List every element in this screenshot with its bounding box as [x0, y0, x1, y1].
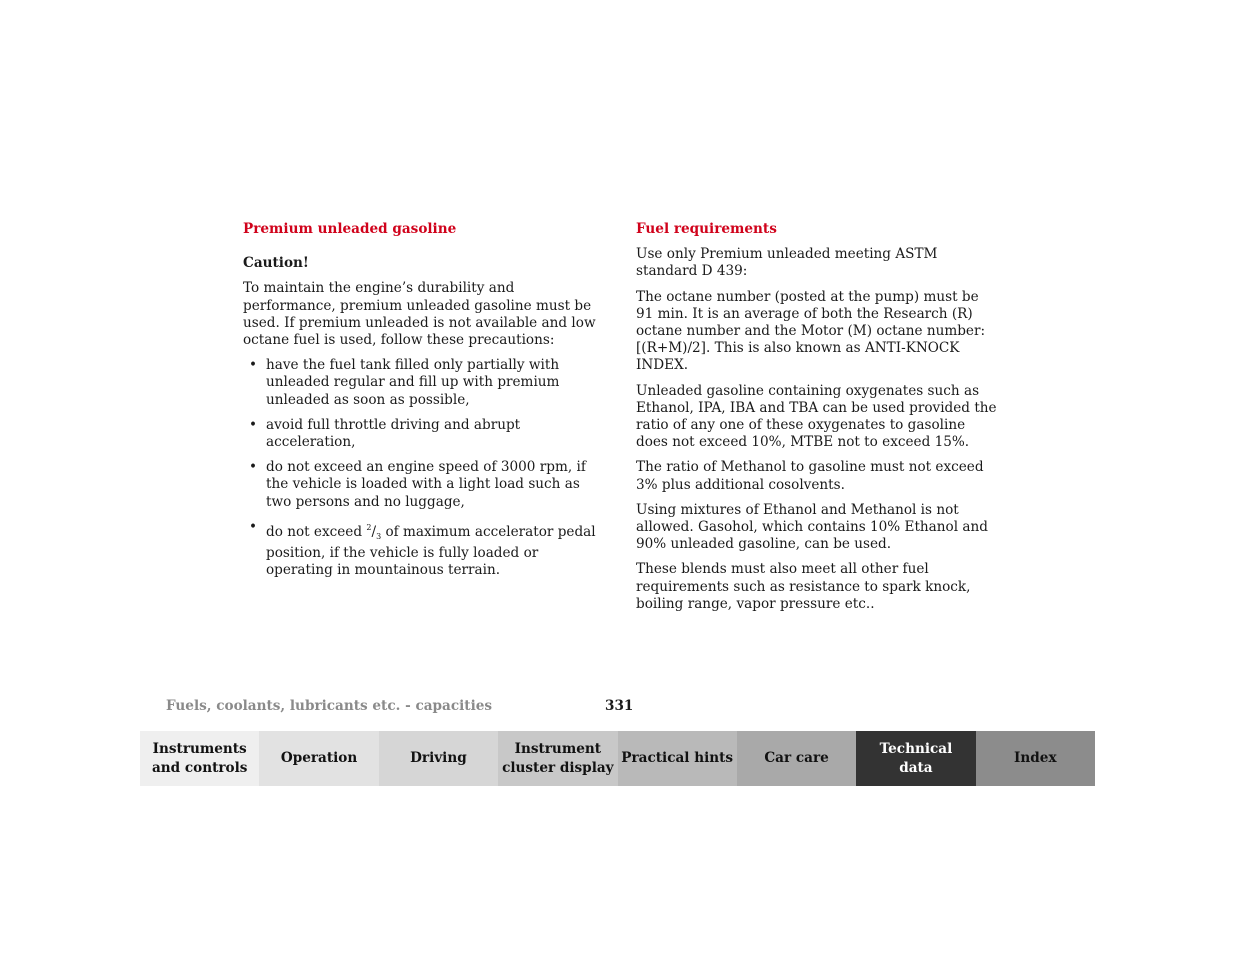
tab-instruments-and-controls[interactable]: Instruments and controls	[140, 731, 259, 786]
footer-section-title: Fuels, coolants, lubricants etc. - capacities	[166, 698, 493, 714]
tab-practical-hints[interactable]: Practical hints	[618, 731, 737, 786]
bullet-icon: •	[249, 459, 258, 476]
tab-driving[interactable]: Driving	[379, 731, 498, 786]
list-item-text: do not exceed an engine speed of 3000 rpm, if the vehicle is loaded with a light load such as two persons and no luggage,	[266, 459, 586, 510]
list-item	[243, 519, 605, 580]
right-column	[636, 221, 998, 621]
fuel-paragraph: Using mixtures of Ethanol and Methanol is not allowed. Gasohol, which contains 10% Ethanol and 90% unleaded gasoline, can be used.	[636, 501, 988, 553]
fuel-paragraph: These blends must also meet all other fuel requirements such as resistance to spark knock, boiling range, vapor pressure etc..	[636, 561, 971, 612]
caution-label: Caution!	[243, 255, 309, 272]
list-item-prefix: do not exceed	[266, 523, 363, 540]
tab-operation[interactable]: Operation	[259, 731, 378, 786]
bullet-icon: •	[249, 357, 258, 374]
section-heading-premium-unleaded: Premium unleaded gasoline	[243, 221, 457, 237]
tab-car-care[interactable]: Car care	[737, 731, 856, 786]
fuel-paragraph: Use only Premium unleaded meeting ASTM standard D 439:	[636, 246, 938, 280]
page-number: 331	[605, 698, 634, 714]
bullet-icon: •	[249, 416, 258, 433]
fraction-two-thirds	[366, 524, 381, 540]
tab-instrument-cluster-display[interactable]: Instrument cluster display	[498, 731, 617, 786]
fraction-numerator: 2	[366, 522, 372, 532]
section-heading-fuel-requirements: Fuel requirements	[636, 221, 777, 237]
list-item-suffix: of maximum accelerator pedal position, if the vehicle is fully loaded or operating in mountainous terrain.	[266, 523, 596, 579]
fuel-paragraph: The octane number (posted at the pump) must be 91 min. It is an average of both the Research (R) octane number and the Motor (M) octane number: [(R+M)/2]. This is also known as ANTI-KNOCK INDEX.	[636, 288, 986, 374]
left-column	[243, 221, 605, 587]
fuel-paragraph: The ratio of Methanol to gasoline must not exceed 3% plus additional cosolvents.	[636, 459, 984, 493]
list-item-text: have the fuel tank filled only partially with unleaded regular and fill up with premium unleaded as soon as possible,	[266, 357, 560, 408]
precautions-list	[243, 357, 605, 579]
list-item	[243, 417, 605, 451]
tab-technical-data[interactable]: Technical data	[856, 731, 975, 786]
fraction-denominator: 3	[376, 531, 382, 541]
tab-index[interactable]: Index	[976, 731, 1095, 786]
chapter-navigation-bar	[140, 731, 1095, 786]
list-item	[243, 459, 605, 511]
bullet-icon: •	[249, 518, 258, 535]
list-item-text: avoid full throttle driving and abrupt acceleration,	[266, 416, 521, 451]
list-item	[243, 357, 605, 409]
fuel-paragraph: Unleaded gasoline containing oxygenates such as Ethanol, IPA, IBA and TBA can be used provided the ratio of any one of these oxygenates to gasoline does not exceed 10%, MTBE not to exceed 15%.	[636, 382, 997, 451]
caution-intro-paragraph: To maintain the engine’s durability and performance, premium unleaded gasoline must be used. If premium unleaded is not available and low octane fuel is used, follow these precautions:	[243, 280, 596, 349]
fraction-slash: /	[371, 523, 377, 540]
